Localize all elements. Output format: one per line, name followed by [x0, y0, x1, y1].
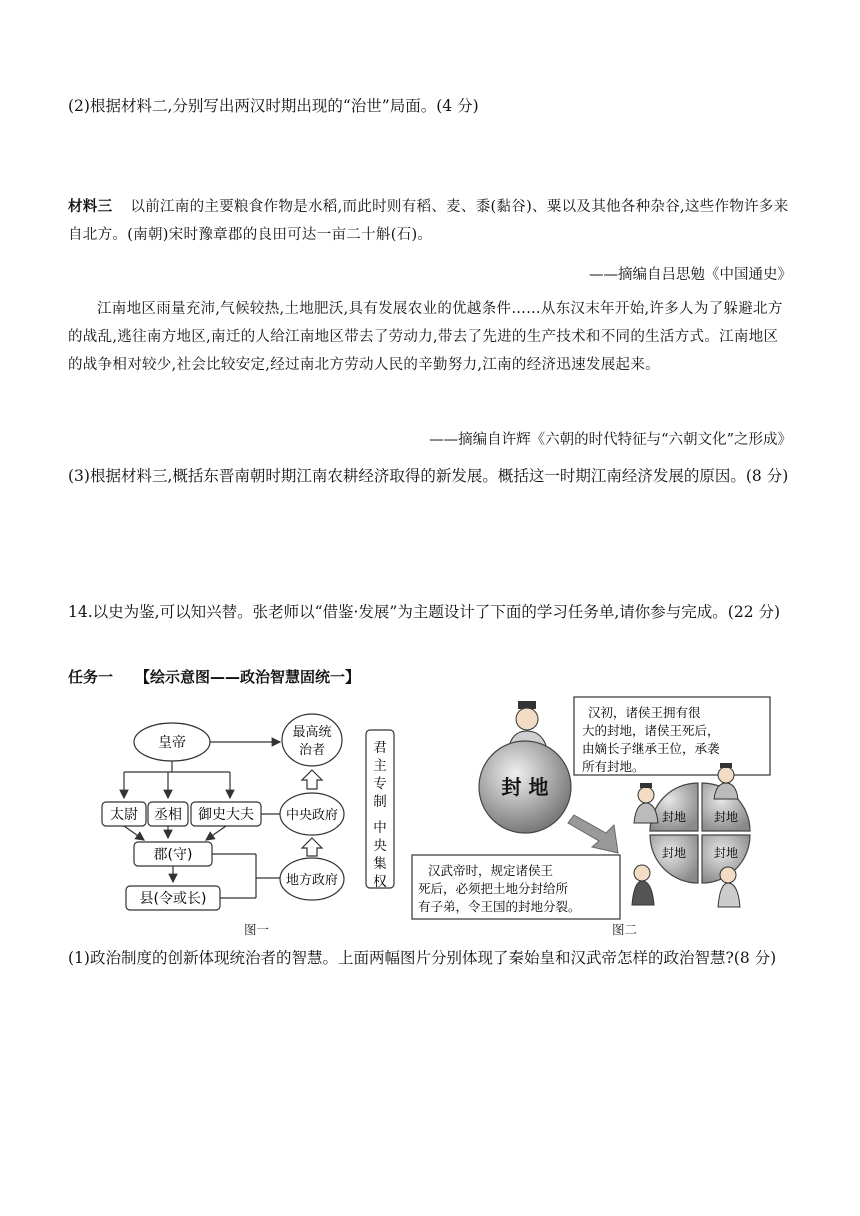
- supreme-ruler-node: [282, 714, 342, 766]
- material-3-source-1: ——摘编自吕思勉《中国通史》: [589, 267, 792, 283]
- question-14-1: (1)政治制度的创新体现统治者的智慧。上面两幅图片分别体现了秦始皇和汉武帝怎样的政治智慧?(8 分): [68, 949, 777, 967]
- vertical-char: 央: [373, 838, 387, 854]
- up-arrow-icon: [302, 838, 322, 856]
- chengxiang-label: 丞相: [154, 807, 182, 823]
- supreme-label-2: 治者: [298, 743, 326, 758]
- vertical-char: 权: [373, 874, 387, 890]
- split-arrow-icon: [568, 815, 618, 853]
- question-2: (2)根据材料二,分别写出两汉时期出现的“治世”局面。(4 分): [68, 97, 479, 115]
- vertical-char: 制: [373, 794, 387, 810]
- figure-1-diagram: [96, 692, 406, 918]
- prince-figure-icon: [718, 867, 740, 907]
- vertical-char: 君: [373, 740, 387, 756]
- material-3-para-1: 材料三 以前江南的主要粮食作物是水稻,而此时则有稻、麦、黍(黏谷)、粟以及其他各种杂谷,这些作物许多来自北方。(南朝)宋时豫章郡的良田可达一亩二十斛(石)。: [68, 199, 789, 243]
- small-fief-label: 封地: [661, 810, 687, 824]
- prince-figure-icon: [634, 783, 658, 823]
- xian-label: 县(令或长): [139, 891, 207, 907]
- task-1-title: 【绘示意图——政治智慧固统一】: [135, 668, 361, 686]
- central-government-label: 中央政府: [285, 808, 339, 823]
- small-fief-label: 封地: [661, 846, 687, 860]
- small-fief-label: 封地: [713, 810, 739, 824]
- supreme-label-1: 最高统: [292, 725, 332, 740]
- up-arrow-icon: [302, 770, 322, 789]
- figure-2-caption: 图二: [612, 922, 638, 937]
- taiwei-label: 太尉: [110, 807, 138, 823]
- note-1-line: 大的封地，诸侯王死后，: [582, 723, 720, 738]
- large-fief-label: 封 地: [501, 775, 549, 799]
- note-1-line: 由嫡长子继承王位，承袭: [582, 741, 720, 756]
- prince-figure-icon: [632, 865, 654, 905]
- vertical-char: 专: [373, 776, 387, 792]
- question-3: (3)根据材料三,概括东晋南朝时期江南农耕经济取得的新发展。概括这一时期江南经济发展的原因。(8 分): [68, 467, 789, 485]
- emperor-label: 皇帝: [158, 735, 186, 751]
- note-2-line: 死后，必须把土地分封给所: [418, 881, 569, 896]
- small-fief-label: 封地: [713, 846, 739, 860]
- vertical-char: 中: [373, 820, 387, 836]
- figure-1-caption: 图一: [244, 922, 270, 937]
- note-1-line: 所有封地。: [582, 759, 645, 774]
- task-1-heading: [68, 665, 360, 689]
- jun-label: 郡(守): [153, 847, 193, 863]
- vertical-char: 主: [373, 758, 387, 774]
- local-government-label: 地方政府: [285, 873, 339, 888]
- material-3-source-2: ——摘编自许辉《六朝的时代特征与“六朝文化”之形成》: [429, 432, 792, 448]
- note-2-line: 汉武帝时，规定诸侯王: [428, 863, 554, 878]
- task-1-label: 任务一: [68, 668, 114, 686]
- yushi-label: 御史大夫: [198, 807, 254, 823]
- figure-2-illustration: [410, 695, 795, 923]
- note-2-line: 有子弟，令王国的封地分裂。: [418, 899, 581, 914]
- material-3-para-2: 江南地区雨量充沛,气候较热,土地肥沃,具有发展农业的优越条件……从东汉末年开始,许多人为了躲避北方的战乱,逃往南方地区,南迁的人给江南地区带去了劳动力,带去了先进的生产技术和不同的生活方式。江南地区的战争相对较少,社会比较安定,经过南北方劳动人民的辛勤努力,江南的经济迅速发展起来。: [68, 301, 783, 373]
- material-3-label: 材料三: [68, 199, 113, 215]
- question-14: 14.以史为鉴,可以知兴替。张老师以“借鉴·发展”为主题设计了下面的学习任务单,请你参与完成。(22 分): [68, 603, 781, 621]
- note-1-line: 汉初，诸侯王拥有很: [588, 705, 701, 720]
- vertical-char: 集: [373, 856, 387, 872]
